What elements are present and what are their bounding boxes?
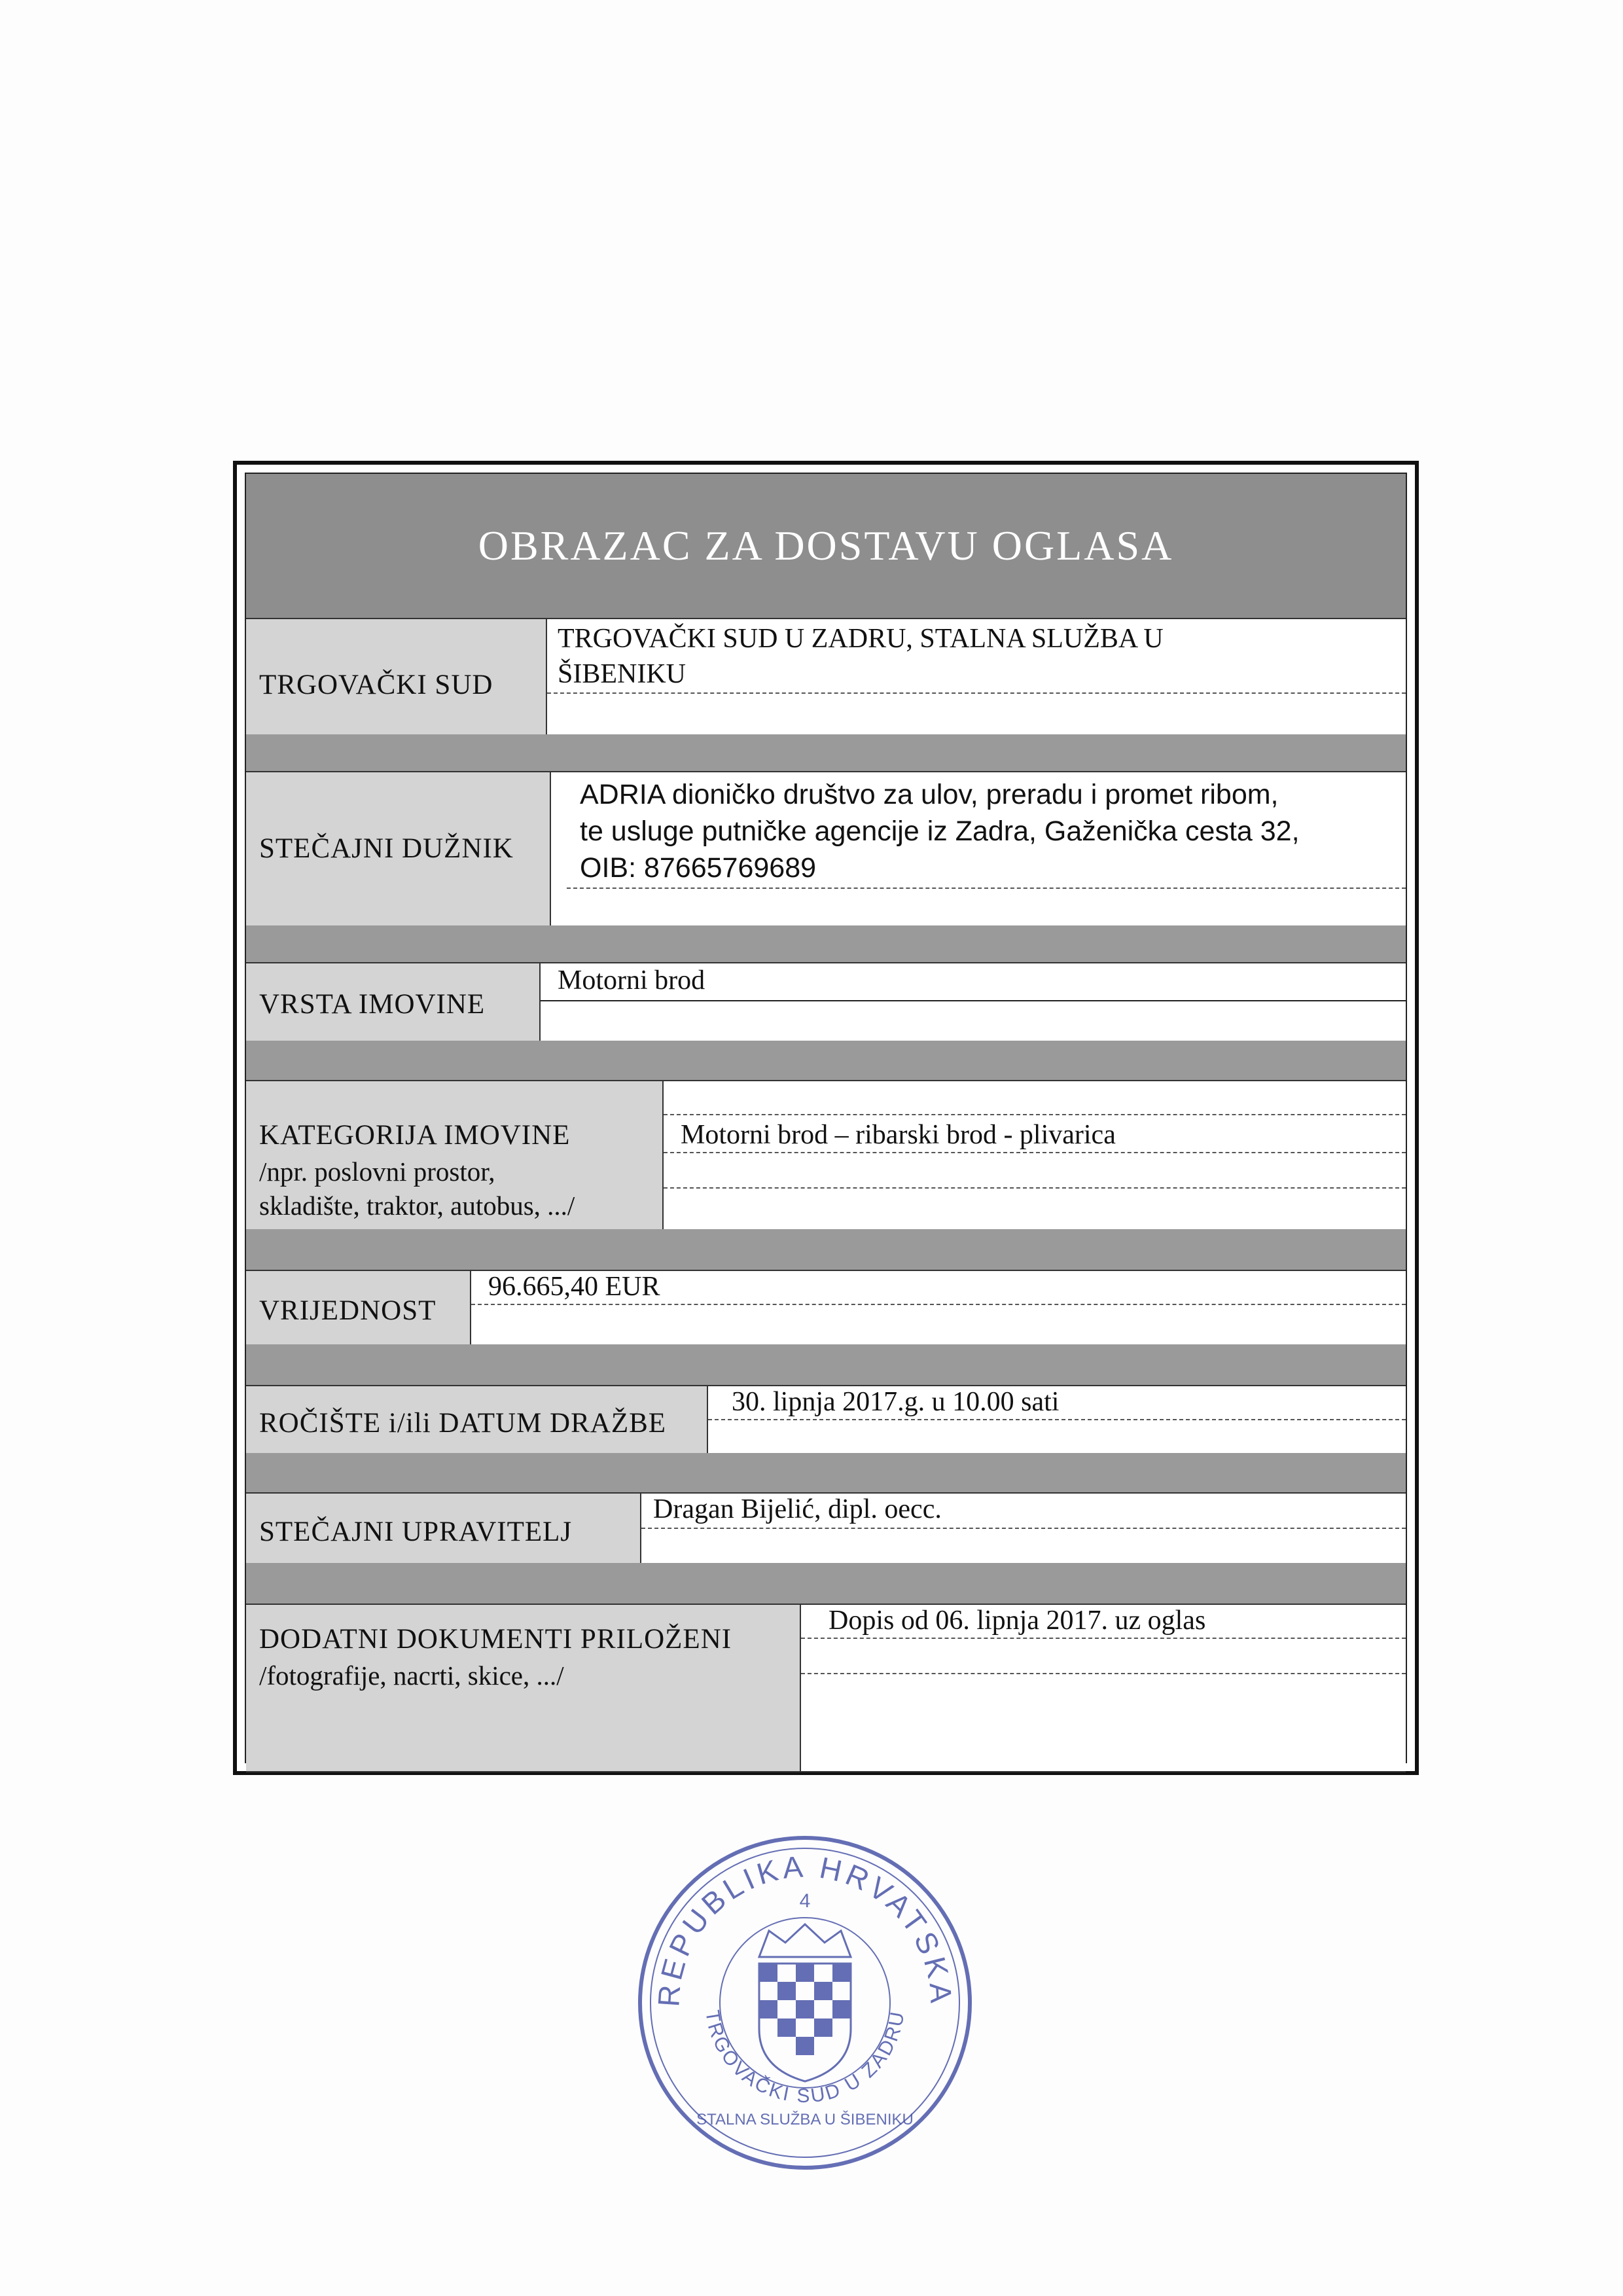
- auction-label-cell: [246, 1386, 708, 1454]
- separator-band: [246, 1563, 1406, 1604]
- attachments-line: [801, 1638, 1406, 1639]
- debtor-value-line3: OIB: 87665769689: [580, 852, 817, 884]
- stamp-inner-text-2: STALNA SLUŽBA U ŠIBENIKU: [696, 2111, 914, 2128]
- row-attachments: [246, 1604, 1406, 1772]
- asset-category-line: [664, 1152, 1406, 1153]
- asset-category-line: [664, 1187, 1406, 1189]
- value-amount: 96.665,40 EUR: [488, 1272, 660, 1302]
- court-value-underline: [547, 692, 1406, 694]
- asset-category-label: KATEGORIJA IMOVINE: [259, 1120, 571, 1151]
- value-underline: [471, 1304, 1406, 1305]
- row-auction: [246, 1385, 1406, 1456]
- asset-category-hint-line1: /npr. poslovni prostor,: [259, 1157, 495, 1187]
- auction-label: ROČIŠTE i/ili DATUM DRAŽBE: [259, 1408, 667, 1439]
- asset-category-value: Motorni brod – ribarski brod - plivarica: [681, 1120, 1116, 1150]
- asset-type-label-cell: [246, 963, 541, 1042]
- trustee-label-cell: [246, 1494, 641, 1564]
- separator-band: [246, 1229, 1406, 1270]
- asset-type-value: Motorni brod: [558, 965, 705, 996]
- debtor-value-underline: [567, 888, 1406, 889]
- stamp-outer-text: REPUBLIKA HRVATSKA: [651, 1849, 959, 2008]
- asset-type-underline: [541, 1000, 1406, 1001]
- auction-value: 30. lipnja 2017.g. u 10.00 sati: [732, 1387, 1060, 1417]
- form-title: OBRAZAC ZA DOSTAVU OGLASA: [478, 522, 1174, 569]
- form-title-bar: [246, 474, 1406, 619]
- attachments-value: Dopis od 06. lipnja 2017. uz oglas: [829, 1605, 1206, 1636]
- separator-band: [246, 734, 1406, 771]
- trustee-value: Dragan Bijelić, dipl. oecc.: [653, 1494, 942, 1524]
- trustee-label: STEČAJNI UPRAVITELJ: [259, 1516, 573, 1547]
- asset-category-label-cell: [246, 1081, 664, 1230]
- row-value: [246, 1270, 1406, 1347]
- separator-band: [246, 1344, 1406, 1385]
- auction-underline: [708, 1419, 1406, 1420]
- row-trustee: [246, 1492, 1406, 1566]
- asset-category-hint-line2: skladište, traktor, autobus, .../: [259, 1191, 575, 1221]
- attachments-line: [801, 1673, 1406, 1674]
- attachments-hint: /fotografije, nacrti, skice, .../: [259, 1660, 564, 1691]
- court-value-line2: ŠIBENIKU: [558, 659, 686, 689]
- row-asset-category: [246, 1080, 1406, 1232]
- row-debtor: [246, 771, 1406, 928]
- debtor-value-line1: ADRIA dioničko društvo za ulov, preradu i promet ribom,: [580, 779, 1279, 810]
- court-label: TRGOVAČKI SUD: [259, 670, 493, 700]
- row-court: [246, 618, 1406, 737]
- court-label-cell: [246, 619, 547, 736]
- coat-of-arms-icon: [759, 1924, 851, 2081]
- stamp-number: 4: [799, 1890, 811, 1912]
- asset-type-label: VRSTA IMOVINE: [259, 989, 486, 1020]
- stamp-inner-text: TRGOVAČKI SUD U ZADRU: [701, 2008, 909, 2108]
- separator-band: [246, 1453, 1406, 1492]
- ad-submission-form: [233, 461, 1419, 1775]
- value-label-cell: [246, 1271, 471, 1346]
- separator-band: [246, 1041, 1406, 1080]
- debtor-label: STEČAJNI DUŽNIK: [259, 833, 514, 864]
- row-asset-type: [246, 962, 1406, 1043]
- value-label: VRIJEDNOST: [259, 1295, 437, 1326]
- attachments-label: DODATNI DOKUMENTI PRILOŽENI: [259, 1624, 732, 1655]
- form-inner-frame: [245, 473, 1407, 1763]
- attachments-label-cell: [246, 1605, 801, 1771]
- court-value-line1: TRGOVAČKI SUD U ZADRU, STALNA SLUŽBA U: [558, 624, 1164, 654]
- trustee-underline: [641, 1528, 1406, 1529]
- debtor-label-cell: [246, 772, 551, 927]
- debtor-value-line2: te usluge putničke agencije iz Zadra, Gaženička cesta 32,: [580, 816, 1300, 847]
- court-stamp: [628, 1826, 982, 2179]
- separator-band: [246, 925, 1406, 962]
- asset-category-line: [664, 1114, 1406, 1115]
